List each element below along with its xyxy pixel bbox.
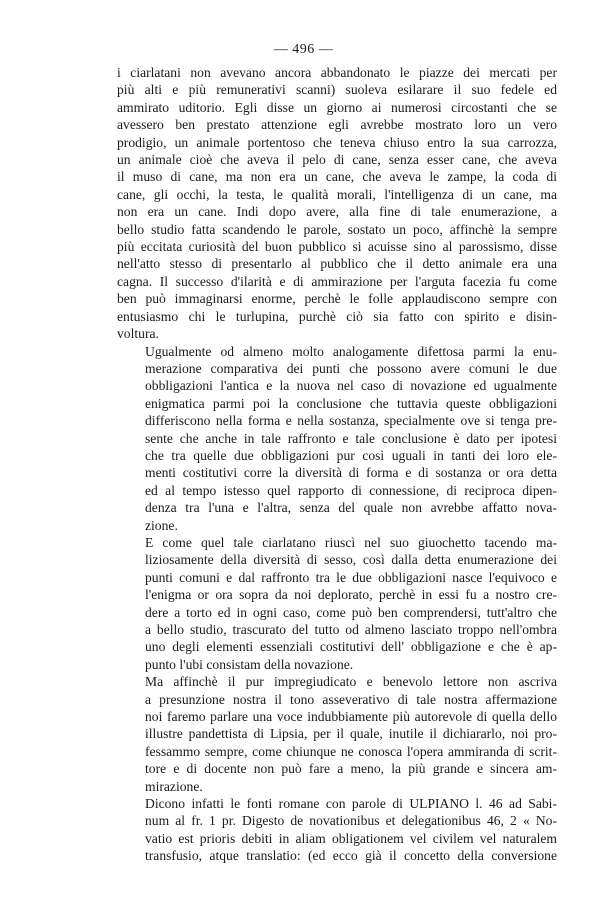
text-line: che tra quelle due obbligazioni pur così uguali in tanti dei loro ele-: [145, 447, 557, 463]
text-line: entusiasmo chi le turlupina, purchè ciò sia fatto con spirito e disin-: [117, 308, 557, 324]
text-line: mirazione.: [145, 778, 203, 794]
text-line: liziosamente della diversità di sesso, così dalla detta enumerazione dei: [145, 552, 557, 568]
text-line: zione.: [145, 517, 178, 533]
text-line: tore e di docente non può fare a meno, la più grande e sincera am-: [145, 761, 557, 777]
text-line: più eccitata curiosità del buon pubblico si acuisse sino al parossismo, disse: [117, 239, 557, 255]
paragraph-5: [117, 795, 557, 865]
paragraph-3: [117, 534, 557, 673]
text-line: a bello studio, trascurato del tutto od almeno lasciato troppo nell'ombra: [145, 622, 557, 637]
text-line: vatio est prioris debiti in aliam obligationem vel civilem vel naturalem: [145, 830, 557, 846]
text-line: Ugualmente od almeno molto analogamente difettosa parmi la enu-: [145, 343, 557, 359]
text-line: bello studio fatta scandendo le parole, sostato un poco, affinchè la sempre: [117, 221, 557, 237]
text-line: denza tra l'una e l'altra, senza del quale non avrebbe affatto nova-: [145, 500, 557, 516]
text-line: l'enigma or ora sopra da noi deplorato, perchè in essi fu a nostro cre-: [145, 587, 557, 603]
text-line: un animale cioè che aveva il pelo di cane, senza esser cane, che aveva: [117, 152, 557, 168]
text-line: dere a torto ed in ogni caso, come può ben comprendersi, tutt'altro che: [145, 604, 557, 620]
page-number: — 496 —: [273, 42, 334, 57]
text-line: nell'atto stesso di presentarlo al pubblico che il detto animale era una: [117, 256, 557, 272]
text-line: voltura.: [117, 326, 159, 342]
text-line: sente che anche in tale raffronto e tale conclusione è dato per ipotesi: [145, 430, 557, 446]
text-line: ammirato uditorio. Egli disse un giorno ai numerosi circostanti che se: [117, 99, 557, 115]
text-line: illustre pandettista di Lipsia, per il quale, inutile il dichiararlo, noi pro-: [145, 726, 557, 742]
text-line: cagna. Il successo d'ilarità e di ammirazione per l'arguta facezia fu come: [117, 273, 557, 289]
paragraph-4: [117, 673, 557, 795]
text-line: menti costitutivi corre la diversità di forma e di sostanza or ora detta: [145, 465, 557, 481]
text-line: obbligazioni l'antica e la nuova nel caso di novazione ed ugualmente: [145, 378, 557, 394]
text-line: Ma affinchè il pur impregiudicato e benevolo lettore non ascriva: [145, 674, 557, 690]
text-line: differiscono nella forma e nella sostanza, specialmente ove si tenga pre-: [145, 413, 557, 429]
text-line: più alti e più remunerativi scanni) suoleva esilarare il suo fedele ed: [117, 82, 557, 98]
text-line: punti comuni e dal raffronto tra le due obbligazioni nasce l'equivoco e: [145, 569, 557, 585]
text-line: ben può immaginarsi enorme, perchè le folle applaudiscono sempre con: [117, 291, 557, 307]
text-line: num al fr. 1 pr. Digesto de novationibus et delegationibus 46, 2 « No-: [145, 813, 557, 829]
text-line: merazione comparativa dei punti che possono avere comuni le due: [145, 360, 557, 376]
text-line: il muso di cane, ma non era un cane, che aveva le zampe, la coda di: [117, 169, 557, 185]
body-text: [117, 64, 557, 865]
text-line: cane, gli occhi, la testa, le qualità morali, l'intelligenza di un cane, ma: [117, 186, 557, 202]
text-line: non era un cane. Indi dopo avere, alla fine di tale enumerazione, a: [117, 204, 557, 220]
paragraph-2: [117, 343, 557, 534]
text-line: i ciarlatani non avevano ancora abbandonato le piazze dei mercati per: [117, 65, 557, 80]
text-line: uno degli elementi essenziali costitutivi dell' obbligazione e che è ap-: [145, 639, 557, 655]
text-line: punto l'ubi consistam della novazione.: [145, 656, 354, 672]
text-line: E come quel tale ciarlatano riuscì nel suo giuochetto tacendo ma-: [145, 534, 557, 550]
text-line: avessero ben prestato attenzione egli avrebbe mostrato loro un vero: [117, 117, 557, 133]
text-line: enigmatica parmi poi la conclusione che tuttavia queste obbligazioni: [145, 395, 557, 411]
paragraph-1: [117, 64, 557, 343]
text-line: fessammo sempre, come chiunque ne conosca l'opera ammiranda di scrit-: [145, 743, 557, 759]
text-line: ed al tempo istesso quel rapporto di connessione, di reciproca dipen-: [145, 482, 557, 498]
text-line: transfusio, atque translatio: (ed ecco già il concetto della conversione: [145, 848, 557, 864]
text-line: Dicono infatti le fonti romane con parole di ULPIANO l. 46 ad Sabi-: [145, 796, 557, 812]
text-line: noi faremo parlare una voce indubbiamente più autorevole di quella dello: [145, 709, 557, 725]
text-line: prodigio, un animale portentoso che teneva chiuso entro la sua carrozza,: [117, 134, 557, 150]
text-line: a presunzione nostra il tono asseverativo di tale nostra affermazione: [145, 691, 557, 707]
